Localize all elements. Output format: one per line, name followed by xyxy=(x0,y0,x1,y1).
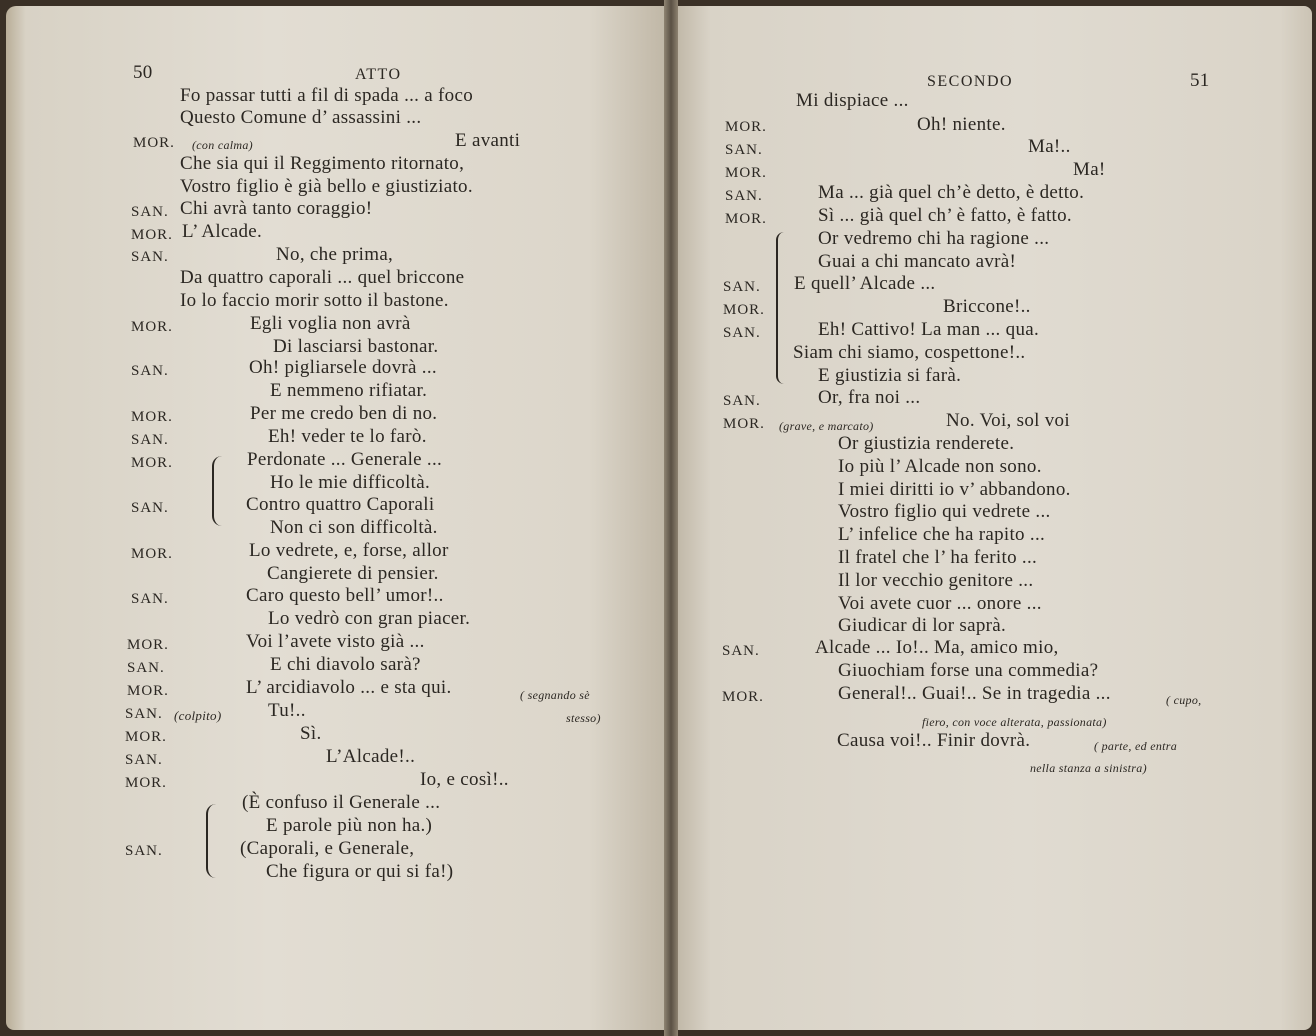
ensemble-brace xyxy=(776,232,785,384)
verse-line: No, che prima, xyxy=(276,244,394,265)
verse-line: Il fratel che l’ ha ferito ... xyxy=(838,547,1038,568)
verse-line: Causa voi!.. Finir dovrà. xyxy=(837,730,1031,751)
verse-line: E avanti xyxy=(455,130,521,151)
speaker-label: MOR. xyxy=(722,689,764,705)
verse-line: Eh! Cattivo! La man ... qua. xyxy=(818,319,1040,340)
verse-line: Chi avrà tanto coraggio! xyxy=(180,198,373,219)
verse-line: Il lor vecchio genitore ... xyxy=(838,570,1034,591)
verse-line: Tu!.. xyxy=(268,700,306,721)
running-head: SECONDO xyxy=(927,73,1014,90)
speaker-label: MOR. xyxy=(125,729,167,745)
verse-line: E parole più non ha.) xyxy=(266,815,433,836)
page-number: 50 xyxy=(133,62,153,83)
speaker-label: MOR. xyxy=(127,683,169,699)
verse-line: Or, fra noi ... xyxy=(818,387,921,408)
speaker-label: SAN. xyxy=(131,591,169,607)
speaker-label: SAN. xyxy=(125,843,163,859)
verse-line: Cangierete di pensier. xyxy=(267,563,439,584)
stage-direction: ( segnando sè xyxy=(520,688,590,702)
verse-line: E chi diavolo sarà? xyxy=(270,654,421,675)
speaker-label: MOR. xyxy=(723,416,765,432)
verse-line: Alcade ... Io!.. Ma, amico mio, xyxy=(815,637,1059,658)
book-gutter xyxy=(664,0,678,1036)
verse-line: Giudicar di lor saprà. xyxy=(838,615,1007,636)
verse-line: Sì. xyxy=(300,723,322,744)
stage-direction: (grave, e marcato) xyxy=(779,419,874,433)
verse-line: Voi l’avete visto già ... xyxy=(246,631,425,652)
page-number: 51 xyxy=(1190,70,1210,91)
speaker-label: MOR. xyxy=(133,135,175,151)
speaker-label: SAN. xyxy=(131,432,169,448)
verse-line: L’Alcade!.. xyxy=(326,746,416,767)
speaker-label: SAN. xyxy=(723,279,761,295)
verse-line: General!.. Guai!.. Se in tragedia ... xyxy=(838,683,1111,704)
stage-direction: ( cupo, xyxy=(1166,693,1202,707)
speaker-label: SAN. xyxy=(723,393,761,409)
verse-line: Siam chi siamo, cospettone!.. xyxy=(793,342,1026,363)
verse-line: Ma! xyxy=(1073,159,1106,180)
speaker-label: MOR. xyxy=(131,319,173,335)
stage-direction: ( parte, ed entra xyxy=(1094,739,1178,753)
verse-line: Or giustizia renderete. xyxy=(838,433,1015,454)
stage-direction: stesso) xyxy=(566,711,601,725)
verse-line: Io lo faccio morir sotto il bastone. xyxy=(180,290,449,311)
speaker-label: SAN. xyxy=(725,142,763,158)
verse-line: Guai a chi mancato avrà! xyxy=(818,251,1017,272)
verse-line: I miei diritti io v’ abbandono. xyxy=(838,479,1071,500)
verse-line: Vostro figlio qui vedrete ... xyxy=(838,501,1051,522)
running-head: ATTO xyxy=(355,66,402,83)
speaker-label: SAN. xyxy=(725,188,763,204)
speaker-label: MOR. xyxy=(131,455,173,471)
verse-line: Per me credo ben di no. xyxy=(250,403,438,424)
speaker-label: MOR. xyxy=(725,119,767,135)
verse-line: Mi dispiace ... xyxy=(796,90,909,111)
verse-line: Voi avete cuor ... onore ... xyxy=(838,593,1042,614)
verse-line: E giustizia si farà. xyxy=(818,365,962,386)
speaker-label: MOR. xyxy=(723,302,765,318)
speaker-label: MOR. xyxy=(725,165,767,181)
speaker-label: MOR. xyxy=(131,409,173,425)
speaker-label: SAN. xyxy=(125,752,163,768)
verse-line: L’ arcidiavolo ... e sta qui. xyxy=(246,677,452,698)
speaker-label: SAN. xyxy=(131,500,169,516)
verse-line: Caro questo bell’ umor!.. xyxy=(246,585,444,606)
speaker-label: MOR. xyxy=(725,211,767,227)
verse-line: Contro quattro Caporali xyxy=(246,494,435,515)
stage-direction: (con calma) xyxy=(192,138,253,152)
verse-line: Io, e così!.. xyxy=(420,769,509,790)
speaker-label: SAN. xyxy=(131,249,169,265)
verse-line: Briccone!.. xyxy=(943,296,1031,317)
verse-line: Oh! pigliarsele dovrà ... xyxy=(249,357,437,378)
verse-line: Eh! veder te lo farò. xyxy=(268,426,427,447)
speaker-label: SAN. xyxy=(127,660,165,676)
verse-line: (Caporali, e Generale, xyxy=(240,838,415,859)
verse-line: Oh! niente. xyxy=(917,114,1006,135)
speaker-label: MOR. xyxy=(125,775,167,791)
verse-line: Ma ... già quel ch’è detto, è detto. xyxy=(818,182,1085,203)
verse-line: Questo Comune d’ assassini ... xyxy=(180,107,422,128)
verse-line: Da quattro caporali ... quel briccone xyxy=(180,267,465,288)
verse-line: Egli voglia non avrà xyxy=(250,313,411,334)
stage-direction: nella stanza a sinistra) xyxy=(1030,761,1147,775)
speaker-label: SAN. xyxy=(723,325,761,341)
speaker-label: MOR. xyxy=(127,637,169,653)
speaker-label: SAN. xyxy=(722,643,760,659)
verse-line: L’ infelice che ha rapito ... xyxy=(838,524,1046,545)
verse-line: Perdonate ... Generale ... xyxy=(247,449,443,470)
duet-brace xyxy=(212,456,222,526)
stage-direction: (colpito) xyxy=(174,708,222,723)
verse-line: Or vedremo chi ha ragione ... xyxy=(818,228,1050,249)
stage-direction: fiero, con voce alterata, passionata) xyxy=(922,715,1107,729)
speaker-label: SAN. xyxy=(131,363,169,379)
speaker-label: SAN. xyxy=(125,706,163,722)
verse-line: Ma!.. xyxy=(1028,136,1071,157)
speaker-label: MOR. xyxy=(131,227,173,243)
verse-line: Giuochiam forse una commedia? xyxy=(838,660,1099,681)
verse-line: E quell’ Alcade ... xyxy=(794,273,936,294)
verse-line: Fo passar tutti a fil di spada ... a foco xyxy=(180,85,474,106)
verse-line: Sì ... già quel ch’ è fatto, è fatto. xyxy=(818,205,1072,226)
verse-line: Vostro figlio è già bello e giustiziato. xyxy=(180,176,473,197)
verse-line: (È confuso il Generale ... xyxy=(242,792,441,813)
verse-line: No. Voi, sol voi xyxy=(946,410,1070,431)
verse-line: Che figura or qui si fa!) xyxy=(266,861,454,882)
verse-line: Lo vedrete, e, forse, allor xyxy=(249,540,449,561)
verse-line: Io più l’ Alcade non sono. xyxy=(838,456,1042,477)
verse-line: Non ci son difficoltà. xyxy=(270,517,438,538)
verse-line: E nemmeno rifiatar. xyxy=(270,380,428,401)
verse-line: Ho le mie difficoltà. xyxy=(270,472,431,493)
aside-brace xyxy=(206,804,217,878)
verse-line: Di lasciarsi bastonar. xyxy=(273,336,439,357)
verse-line: L’ Alcade. xyxy=(182,221,263,242)
verse-line: Che sia qui il Reggimento ritornato, xyxy=(180,153,465,174)
verse-line: Lo vedrò con gran piacer. xyxy=(268,608,471,629)
speaker-label: MOR. xyxy=(131,546,173,562)
speaker-label: SAN. xyxy=(131,204,169,220)
